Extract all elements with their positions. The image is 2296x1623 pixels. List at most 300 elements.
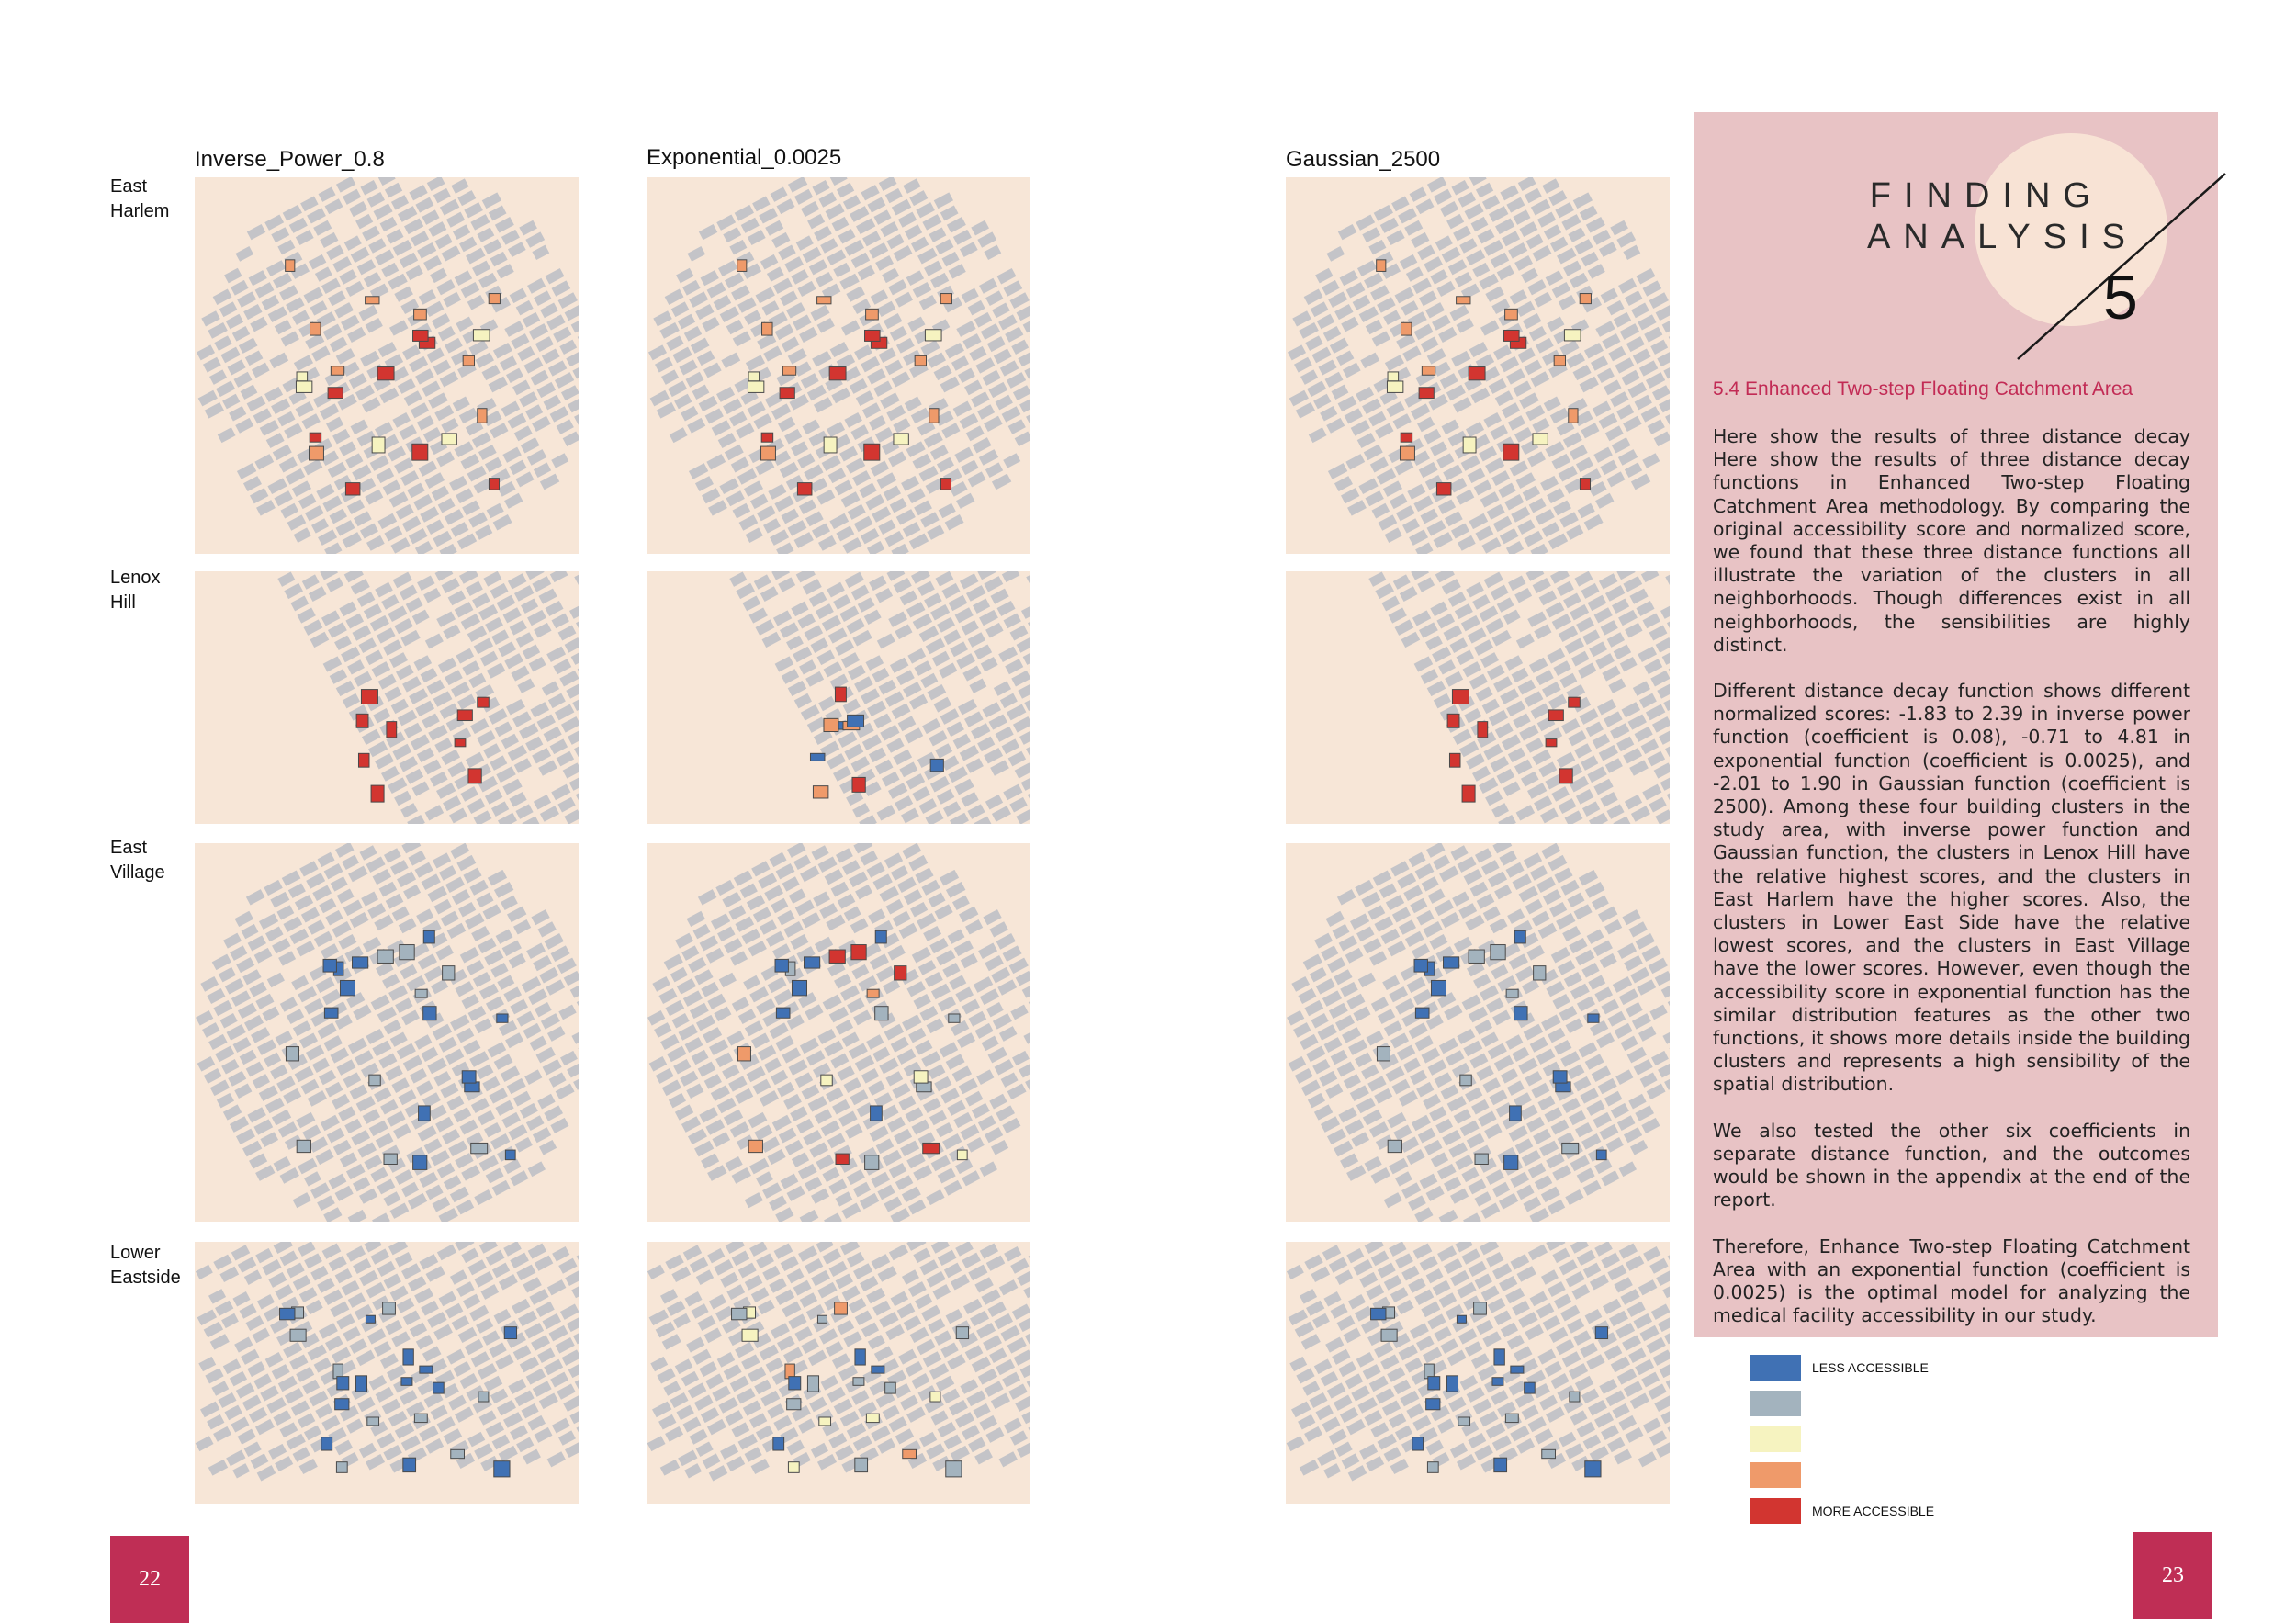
building-block xyxy=(1590,1446,1609,1462)
building-block xyxy=(466,248,485,265)
building-block xyxy=(913,1165,932,1180)
building-block xyxy=(565,1442,579,1458)
building-block xyxy=(981,1289,1000,1305)
building-block xyxy=(1586,1100,1604,1116)
building-block xyxy=(951,1446,970,1462)
building-block xyxy=(1546,981,1564,997)
building-block xyxy=(1397,1300,1414,1314)
building-block xyxy=(1371,997,1389,1012)
building-block xyxy=(985,290,1003,306)
building-block xyxy=(553,659,571,674)
building-block xyxy=(1643,614,1660,629)
building-block xyxy=(251,1027,270,1043)
building-block xyxy=(1548,190,1567,206)
facility-cluster xyxy=(788,1462,799,1473)
building-block xyxy=(564,809,579,824)
building-block xyxy=(890,498,907,513)
building-block xyxy=(1486,997,1504,1013)
building-block xyxy=(1612,599,1629,614)
facility-cluster xyxy=(1428,1377,1440,1390)
building-block xyxy=(562,1349,579,1366)
building-block xyxy=(895,795,913,811)
building-block xyxy=(1590,1274,1609,1290)
building-block xyxy=(538,760,557,775)
building-block xyxy=(1386,895,1404,910)
building-block xyxy=(712,1132,730,1147)
building-block xyxy=(489,206,507,221)
building-block xyxy=(882,772,900,787)
building-block xyxy=(441,911,459,927)
building-block xyxy=(880,725,899,741)
building-block xyxy=(802,1085,820,1100)
building-block xyxy=(489,1088,508,1103)
building-block xyxy=(861,528,880,544)
building-block xyxy=(942,252,960,267)
building-block xyxy=(743,1401,761,1416)
building-block xyxy=(303,459,322,476)
building-block xyxy=(996,601,1015,616)
building-block xyxy=(1426,1186,1445,1201)
building-block xyxy=(268,1272,287,1288)
building-block xyxy=(729,240,747,254)
building-block xyxy=(996,1359,1015,1375)
building-block xyxy=(1475,526,1493,542)
building-block xyxy=(872,668,890,682)
building-block xyxy=(1527,451,1546,467)
building-block xyxy=(896,338,915,354)
building-block xyxy=(718,260,737,276)
building-block xyxy=(935,571,953,587)
building-block xyxy=(552,1418,570,1434)
building-block xyxy=(717,1098,737,1113)
building-block xyxy=(198,390,218,407)
building-block xyxy=(827,1387,846,1403)
building-block xyxy=(398,206,417,222)
building-block xyxy=(817,649,836,665)
building-block xyxy=(862,231,881,246)
building-block xyxy=(1348,1465,1367,1481)
building-block xyxy=(542,348,560,364)
building-block xyxy=(329,1174,347,1189)
building-block xyxy=(675,933,693,949)
building-block xyxy=(985,1381,1004,1396)
building-block xyxy=(526,1115,545,1131)
building-block xyxy=(360,351,379,367)
building-block xyxy=(1473,1399,1492,1414)
building-block xyxy=(1298,1414,1315,1430)
building-block xyxy=(274,1156,291,1172)
building-block xyxy=(1009,797,1027,813)
building-block xyxy=(537,1094,555,1110)
building-block xyxy=(1433,1280,1451,1296)
building-block xyxy=(1025,1074,1030,1090)
building-block xyxy=(723,227,741,242)
building-block xyxy=(519,391,538,407)
building-block xyxy=(460,947,479,964)
map-east-village-exponential xyxy=(647,843,1030,1222)
building-block xyxy=(976,1323,996,1339)
building-block xyxy=(565,1270,579,1286)
building-block xyxy=(563,1395,579,1412)
building-block xyxy=(1015,432,1030,447)
building-block xyxy=(964,380,982,396)
building-block xyxy=(982,702,1001,717)
building-block xyxy=(1481,860,1500,875)
building-block xyxy=(677,978,696,995)
building-block xyxy=(1029,1249,1030,1265)
building-block xyxy=(444,1175,462,1190)
building-block xyxy=(378,342,397,357)
building-block xyxy=(714,1007,731,1021)
building-block xyxy=(1534,625,1551,640)
building-block xyxy=(741,218,760,233)
building-block xyxy=(285,1388,304,1403)
building-block xyxy=(499,1446,518,1462)
building-block xyxy=(849,1298,867,1313)
building-block xyxy=(870,1125,889,1142)
building-block xyxy=(1355,1053,1372,1067)
building-block xyxy=(954,940,974,956)
building-block xyxy=(1326,418,1345,434)
building-block xyxy=(407,483,424,499)
building-block xyxy=(1614,1277,1632,1292)
building-block xyxy=(833,263,850,277)
map-lenox-hill-exponential xyxy=(647,571,1030,824)
building-block xyxy=(1017,305,1030,321)
building-block xyxy=(816,1242,833,1252)
building-block xyxy=(835,479,853,495)
building-block xyxy=(468,673,486,688)
building-block xyxy=(410,1323,427,1338)
map-svg xyxy=(1286,843,1670,1222)
building-block xyxy=(196,1265,213,1279)
building-block xyxy=(332,256,352,272)
building-block xyxy=(1414,656,1434,671)
building-block xyxy=(210,1334,230,1350)
building-block xyxy=(921,880,940,896)
building-block xyxy=(406,597,423,612)
building-block xyxy=(1469,513,1488,529)
building-block xyxy=(823,1248,842,1264)
facility-cluster xyxy=(817,297,831,304)
building-block xyxy=(771,232,790,248)
building-block xyxy=(681,1116,701,1133)
building-block xyxy=(834,1399,853,1414)
building-block xyxy=(820,238,838,254)
building-block xyxy=(1640,1325,1660,1342)
building-block xyxy=(1659,397,1670,412)
building-block xyxy=(950,813,969,824)
building-block xyxy=(339,602,356,617)
building-block xyxy=(336,177,355,193)
building-block xyxy=(1476,183,1493,198)
building-block xyxy=(1410,898,1427,913)
building-block xyxy=(249,1154,267,1169)
building-block xyxy=(685,1037,703,1053)
building-block xyxy=(1299,322,1318,339)
building-block xyxy=(396,665,414,681)
building-block xyxy=(231,990,251,1007)
building-block xyxy=(709,1465,728,1481)
building-block xyxy=(302,1380,320,1394)
building-block xyxy=(1363,1110,1382,1126)
building-block xyxy=(896,509,916,525)
building-block xyxy=(516,1265,535,1281)
building-block xyxy=(1329,1257,1347,1273)
building-block xyxy=(1635,1359,1654,1375)
building-block xyxy=(346,1245,366,1262)
building-block xyxy=(343,532,362,548)
building-block xyxy=(433,1024,452,1041)
building-block xyxy=(250,488,268,503)
building-block xyxy=(1630,967,1649,984)
building-block xyxy=(319,1323,338,1338)
building-block xyxy=(962,1425,980,1440)
building-block xyxy=(495,1100,513,1116)
building-block xyxy=(1315,1405,1333,1421)
building-block xyxy=(1550,237,1568,253)
building-block xyxy=(782,337,800,353)
building-block xyxy=(1555,202,1574,218)
building-block xyxy=(379,388,399,404)
building-block xyxy=(1408,1278,1425,1293)
building-block xyxy=(807,385,827,401)
building-block xyxy=(1483,744,1503,760)
building-block xyxy=(354,671,372,687)
building-block xyxy=(720,306,739,322)
building-block xyxy=(809,592,827,607)
building-block xyxy=(1669,330,1670,345)
building-block xyxy=(535,1256,554,1271)
building-block xyxy=(1492,1009,1511,1025)
building-block xyxy=(977,231,996,247)
building-block xyxy=(706,948,725,964)
facility-cluster xyxy=(1503,444,1519,460)
column-header-exponential: Exponential_0.0025 xyxy=(647,145,842,170)
building-block xyxy=(961,460,978,476)
building-block xyxy=(1526,234,1544,250)
building-block xyxy=(476,1318,493,1333)
building-block xyxy=(1341,488,1359,503)
building-block xyxy=(223,1104,242,1120)
building-block xyxy=(364,272,381,287)
facility-cluster xyxy=(851,945,866,960)
building-block xyxy=(649,1309,669,1325)
building-block xyxy=(387,229,404,243)
building-block xyxy=(577,1249,579,1265)
building-block xyxy=(1480,1242,1499,1255)
building-block xyxy=(899,761,917,777)
building-block xyxy=(1616,737,1634,752)
building-block xyxy=(1663,363,1670,378)
building-block xyxy=(376,1133,394,1149)
building-block xyxy=(919,1259,938,1275)
building-block xyxy=(718,1397,737,1414)
building-block xyxy=(476,893,493,907)
building-block xyxy=(997,979,1017,995)
building-block xyxy=(841,320,860,335)
building-block xyxy=(1374,205,1393,221)
building-block xyxy=(1655,809,1670,824)
building-block xyxy=(945,343,964,359)
building-block xyxy=(884,486,901,502)
building-block xyxy=(919,626,939,642)
building-block xyxy=(551,945,570,962)
building-block xyxy=(1615,357,1634,373)
facility-cluster xyxy=(423,930,434,943)
building-block xyxy=(906,981,925,997)
building-block xyxy=(1601,288,1618,304)
building-block xyxy=(884,852,903,868)
building-block xyxy=(463,868,481,884)
building-block xyxy=(1622,909,1640,925)
building-block xyxy=(1544,1361,1562,1377)
building-block xyxy=(528,1161,546,1177)
building-block xyxy=(498,481,516,497)
chapter-number: 5 xyxy=(2103,263,2138,332)
building-block xyxy=(513,919,531,935)
building-block xyxy=(482,1076,500,1092)
building-block xyxy=(405,769,423,784)
building-block xyxy=(971,220,989,236)
building-block xyxy=(1618,1415,1637,1431)
facility-cluster xyxy=(463,355,474,366)
building-block xyxy=(1608,346,1626,361)
building-block xyxy=(1635,1105,1654,1121)
facility-cluster xyxy=(929,409,939,423)
building-block xyxy=(213,1000,232,1016)
building-block xyxy=(312,1058,330,1073)
building-block xyxy=(1533,1129,1551,1144)
building-block xyxy=(1599,745,1618,761)
building-block xyxy=(911,1373,929,1389)
building-block xyxy=(1334,304,1353,320)
building-block xyxy=(935,239,953,254)
building-block xyxy=(780,462,799,478)
building-block xyxy=(325,1082,343,1098)
building-block xyxy=(699,1361,717,1377)
building-block xyxy=(1293,1022,1311,1038)
building-block xyxy=(1488,1298,1506,1313)
building-block xyxy=(219,301,238,317)
building-block xyxy=(335,1186,354,1201)
building-block xyxy=(289,929,309,944)
building-block xyxy=(1295,1322,1314,1338)
facility-cluster xyxy=(383,1302,396,1314)
building-block xyxy=(667,1301,685,1316)
building-block xyxy=(1313,394,1331,410)
building-block xyxy=(227,359,245,375)
building-block xyxy=(1576,617,1594,633)
building-block xyxy=(1629,760,1649,775)
building-block xyxy=(1379,884,1397,898)
building-block xyxy=(1420,509,1438,524)
building-block xyxy=(1001,1325,1020,1342)
building-block xyxy=(1642,784,1661,801)
building-block xyxy=(1413,989,1433,1005)
building-block xyxy=(850,378,868,394)
building-block xyxy=(885,691,905,706)
building-block xyxy=(1580,708,1599,725)
building-block xyxy=(1523,313,1541,329)
building-block xyxy=(1416,198,1435,214)
building-block xyxy=(851,585,870,601)
building-block xyxy=(503,607,522,623)
facility-cluster xyxy=(505,1150,515,1160)
building-block xyxy=(1345,408,1363,423)
facility-cluster xyxy=(1554,355,1565,366)
building-block xyxy=(892,371,911,387)
building-block xyxy=(264,387,283,402)
building-block xyxy=(384,1274,401,1290)
building-block xyxy=(917,581,935,596)
building-block xyxy=(962,333,981,349)
building-block xyxy=(273,273,292,288)
body-text xyxy=(1713,425,2190,1350)
building-block xyxy=(1296,1368,1314,1383)
building-block xyxy=(422,1346,442,1361)
building-block xyxy=(1574,239,1593,254)
building-block xyxy=(673,1059,691,1075)
building-block xyxy=(842,860,861,875)
building-block xyxy=(894,1383,911,1398)
building-block xyxy=(1005,659,1023,674)
building-block xyxy=(468,512,488,527)
building-block xyxy=(810,478,827,492)
building-block xyxy=(1464,708,1481,723)
facility-cluster xyxy=(1596,1150,1606,1160)
map-svg xyxy=(1286,571,1670,824)
building-block xyxy=(399,756,418,772)
building-block xyxy=(273,445,292,461)
building-block xyxy=(1594,607,1613,623)
building-block xyxy=(1434,693,1451,709)
building-block xyxy=(1524,531,1543,547)
building-block xyxy=(355,385,375,401)
building-block xyxy=(981,323,1000,340)
building-block xyxy=(1648,1384,1666,1400)
building-block xyxy=(730,1121,749,1138)
building-block xyxy=(1425,302,1445,318)
building-block xyxy=(264,214,284,230)
building-block xyxy=(1656,637,1670,653)
building-block xyxy=(1429,934,1447,950)
building-block xyxy=(920,512,940,527)
building-block xyxy=(1626,1427,1644,1443)
building-block xyxy=(868,1080,885,1095)
building-block xyxy=(775,1035,794,1051)
building-block xyxy=(853,1435,872,1450)
building-block xyxy=(966,585,985,602)
building-block xyxy=(1551,454,1570,469)
building-block xyxy=(894,245,913,261)
building-block xyxy=(480,651,499,667)
building-block xyxy=(1499,1276,1517,1291)
building-block xyxy=(853,1182,871,1198)
building-block xyxy=(984,245,1001,260)
building-block xyxy=(1650,671,1670,687)
building-block xyxy=(1408,1022,1427,1039)
building-block xyxy=(343,361,360,376)
building-block xyxy=(1503,781,1521,795)
building-block xyxy=(1304,1426,1322,1442)
building-block xyxy=(270,1065,287,1080)
building-block xyxy=(549,1325,568,1342)
map-lenox-hill-inverse-power xyxy=(195,571,579,824)
building-block xyxy=(1397,1045,1415,1061)
building-block xyxy=(320,232,338,248)
building-block xyxy=(845,572,864,589)
